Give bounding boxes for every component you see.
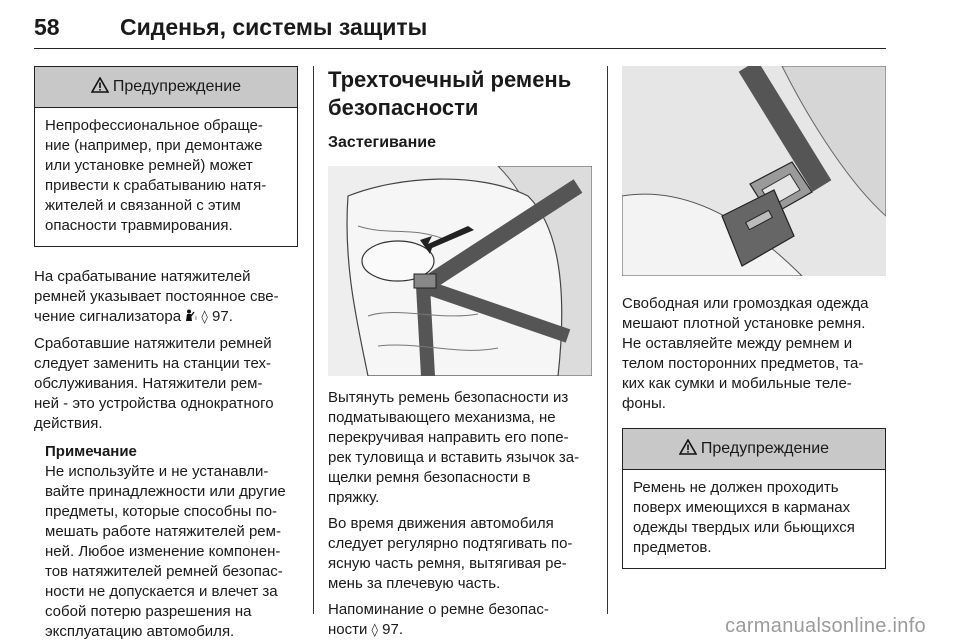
warning-triangle-icon: [91, 77, 109, 93]
warning-text: Непрофессиональное обраще- ние (например, при демонтаже или установке ремней) может привести к срабатыванию натя- жителей и связанной с этим опасности травмирования.: [45, 117, 267, 234]
warning-title: Предупреждение: [112, 78, 242, 95]
page-ref-icon: ◊: [371, 623, 378, 638]
warning-title: Предупреждение: [700, 440, 830, 457]
note-title: Примечание: [45, 443, 137, 460]
note-text: Не используйте и не устанавли- вайте принадлежности или другие предметы, которые способны по- мешать работе натяжителей рем- ней. Любое изменение компонен- тов натяжителей ремней безопас- ности не допускается и влечет за собой потерю разрешения на эксплуатацию автомобиля.: [45, 463, 286, 640]
fastening-instruction: Вытянуть ремень безопасности из подматывающего механизма, не перекручивая направить его попе- рек туловища и вставить язычок за- щелки ремня безопасности в пряжку.: [328, 389, 580, 506]
warning-triangle-icon: [679, 439, 697, 455]
fastening-illustration: [328, 166, 592, 376]
section-title: Сиденья, системы защиты: [120, 14, 428, 40]
page-ref[interactable]: 97.: [382, 621, 404, 638]
pretensioner-indicator-paragraph: [34, 267, 298, 328]
column-1: [34, 66, 298, 642]
buckle-illustration: [622, 66, 886, 276]
warning-header: [35, 67, 297, 108]
fastening-subheading: Застегивание: [328, 134, 436, 151]
header-rule: [34, 48, 886, 49]
column-3: [622, 66, 886, 569]
warning-box: [622, 428, 886, 569]
warning-header: [623, 429, 885, 470]
page-header: [34, 8, 886, 52]
reminder-paragraph: [328, 600, 592, 641]
column-divider: [313, 66, 314, 614]
reminder-text: Напоминание о ремне безопас- ности: [328, 601, 549, 638]
page-ref-icon: ◊: [201, 310, 208, 325]
column-divider: [607, 66, 608, 614]
section-heading: Трехточечный ремень безопасности: [328, 67, 572, 120]
page-number: 58: [34, 14, 60, 40]
fastening-belt-drawing: [328, 166, 592, 376]
note-block: [34, 442, 298, 642]
watermark: carmanualsonline.info: [725, 615, 926, 637]
warning-box: [34, 66, 298, 247]
clothing-paragraph: Свободная или громоздкая одежда мешают плотной установке ремня. Не оставляейте между ремнем и телом посторонних предметов, та- ких как сумки и мобильные теле- фоны.: [622, 295, 869, 412]
replacement-paragraph: Сработавшие натяжители ремней следует заменить на станции тех- обслуживания. Натяжители рем- ней - это устройства однократного действия.: [34, 335, 274, 432]
pretensioner-indicator-text: На срабатывание натяжителей ремней указывает постоянное све- чение сигнализатора: [34, 268, 279, 325]
page-ref[interactable]: 97.: [212, 308, 233, 325]
tightening-instruction: Во время движения автомобиля следует регулярно подтягивать по- ясную часть ремня, вытягивая ре- мень за плечевую часть.: [328, 515, 573, 592]
column-2: [328, 66, 592, 641]
buckle-drawing: [622, 66, 886, 276]
warning-text: Ремень не должен проходить поверх имеющихся в карманах одежды твердых или бьющихся предметов.: [633, 479, 855, 556]
seatbelt-warning-lamp-icon: [185, 309, 197, 323]
